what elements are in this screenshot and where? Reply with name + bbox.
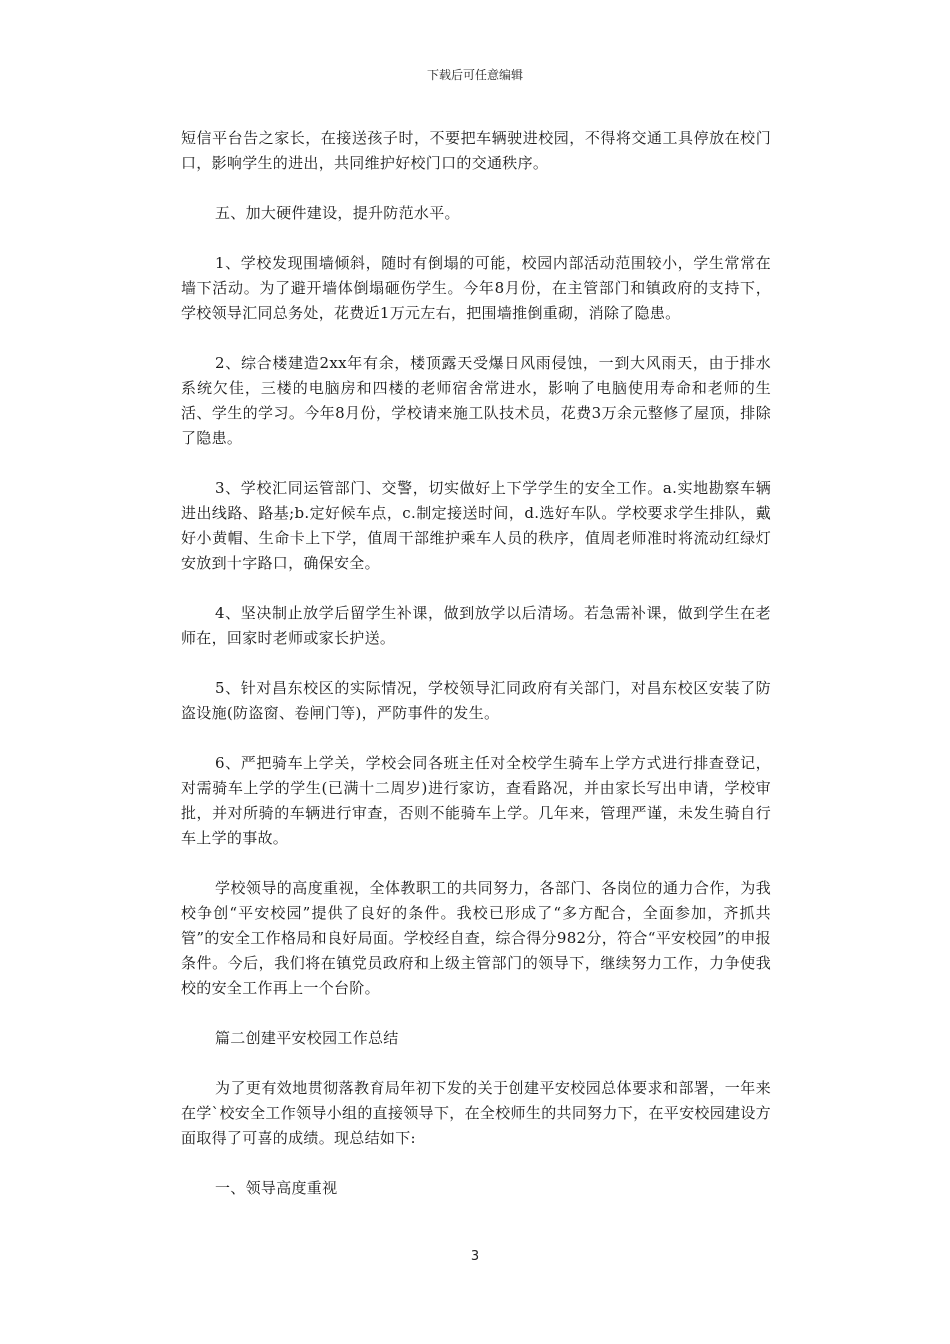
page-number: 3 xyxy=(470,1249,480,1264)
section-title: 篇二创建平安校园工作总结 xyxy=(215,1029,399,1047)
document-body xyxy=(181,126,771,1226)
section-heading: 五、加大硬件建设，提升防范水平。 xyxy=(215,204,460,222)
paragraph: 3、学校汇同运管部门、交警，切实做好上下学学生的安全工作。a.实地勘察车辆进出线路、路基;b.定好候车点，c.制定接送时间，d.选好车队。学校要求学生排队，戴好小黄帽、生命卡上下学，值周干部维护乘车人员的秩序，值周老师准时将流动红绿灯安放到十字路口，确保安全。 xyxy=(181,479,771,572)
paragraph: 学校领导的高度重视，全体教职工的共同努力，各部门、各岗位的通力合作，为我校争创“平安校园”提供了良好的条件。我校已形成了“多方配合，全面参加，齐抓共管”的安全工作格局和良好局面。学校经自查，综合得分982分，符合“平安校园”的申报条件。今后，我们将在镇党员政府和上级主管部门的领导下，继续努力工作，力争使我校的安全工作再上一个台阶。 xyxy=(181,879,771,997)
paragraph: 为了更有效地贯彻落教育局年初下发的关于创建平安校园总体要求和部署，一年来在学`校安全工作领导小组的直接领导下，在全校师生的共同努力下，在平安校园建设方面取得了可喜的成绩。现总结如下: xyxy=(181,1079,771,1147)
paragraph: 5、针对昌东校区的实际情况，学校领导汇同政府有关部门，对昌东校区安装了防盗设施(防盗窗、卷闸门等)，严防事件的发生。 xyxy=(181,679,771,722)
paragraph: 6、严把骑车上学关，学校会同各班主任对全校学生骑车上学方式进行排查登记，对需骑车上学的学生(已满十二周岁)进行家访，查看路况，并由家长写出申请，学校审批，并对所骑的车辆进行审查，否则不能骑车上学。几年来，管理严谨，未发生骑自行车上学的事故。 xyxy=(181,754,771,847)
paragraph: 短信平台告之家长，在接送孩子时，不要把车辆驶进校园，不得将交通工具停放在校门口，影响学生的进出，共同维护好校门口的交通秩序。 xyxy=(181,129,771,172)
page-header: 下载后可任意编辑 xyxy=(426,68,523,82)
paragraph: 1、学校发现围墙倾斜，随时有倒塌的可能，校园内部活动范围较小，学生常常在墙下活动。为了避开墙体倒塌砸伤学生。今年8月份，在主管部门和镇政府的支持下，学校领导汇同总务处，花费近1万元左右，把围墙推倒重砌，消除了隐患。 xyxy=(181,254,771,322)
section-heading: 一、领导高度重视 xyxy=(215,1179,338,1197)
paragraph: 2、综合楼建造2xx年有余，楼顶露天受爆日风雨侵蚀，一到大风雨天，由于排水系统欠佳，三楼的电脑房和四楼的老师宿舍常进水，影响了电脑使用寿命和老师的生活、学生的学习。今年8月份，学校请来施工队技术员，花费3万余元整修了屋顶，排除了隐患。 xyxy=(181,354,771,447)
paragraph: 4、坚决制止放学后留学生补课，做到放学以后清场。若急需补课，做到学生在老师在，回家时老师或家长护送。 xyxy=(181,604,771,647)
